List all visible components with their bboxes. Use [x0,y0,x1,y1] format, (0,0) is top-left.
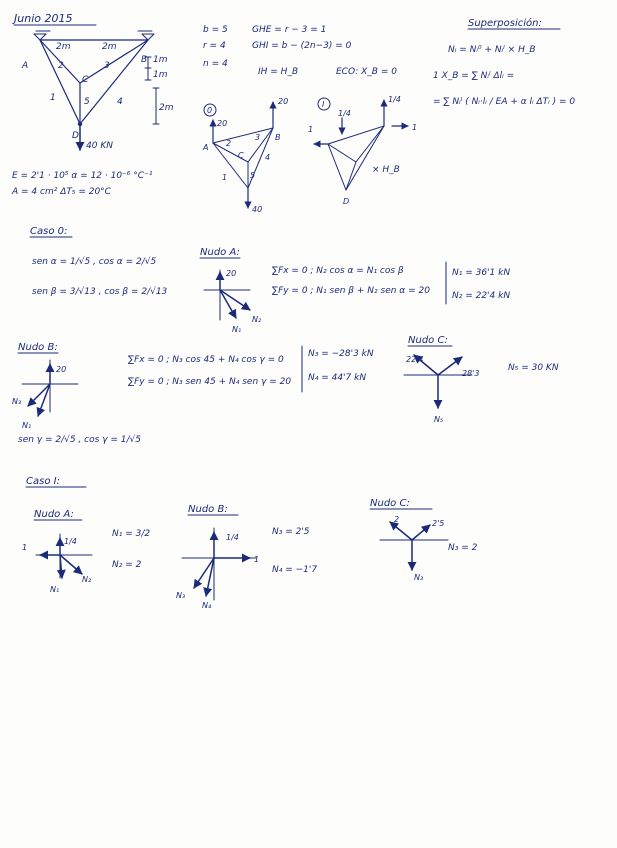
case-0-label: 0 [207,106,213,115]
bar-label-2: 2 [58,61,64,71]
caso-0-nudo-a-res2: N₂ = 22'4 kN [452,291,511,301]
case-i-diagram [314,98,408,190]
caso-0-nudo-c-n5: N₅ [434,415,444,424]
case-i-quarter-b: 1/4 [388,95,401,104]
caso-0-nudo-b-diagram [22,360,78,416]
ghe-equation: GHE = r − 3 = 1 [252,25,327,35]
caso-0-nudo-b-eq2: ∑Fy = 0 ; N₃ sen 45 + N₄ sen γ = 20 [128,377,292,387]
dim-vertical-2: 1m [153,70,168,80]
caso-0-nudo-b-load: 20 [56,365,67,374]
caso-i-nudo-a-title: Nudo A: [34,509,74,520]
caso-i-nudo-b-n4: N₄ [202,601,212,610]
caso-0-nudo-a-res1: N₁ = 36'1 kN [452,268,511,278]
count-n: n = 4 [203,59,228,69]
caso-0-title: Caso 0: [30,226,68,237]
caso-i-nudo-b-title: Nudo B: [188,504,228,515]
caso-i-nudo-a-quarter: 1/4 [64,537,77,546]
caso-0-nudo-c-left: 22'4 [406,355,424,364]
caso-i-nudo-b-res2: N₄ = −1'7 [272,565,318,575]
case-0-load-a: 20 [217,119,228,128]
caso-i-nudo-b-n3: N₃ [176,591,186,600]
caso-i-nudo-c-title: Nudo C: [370,498,410,509]
superposition-title: Superposición: [468,18,542,29]
trig-beta: sen β = 3/√13 , cos β = 2/√13 [32,287,168,297]
dim-vertical-1: 1m [153,55,168,65]
caso-0-nudo-b-res1: N₃ = −28'3 kN [308,349,374,359]
load-label: 40 KN [86,141,113,151]
caso-i-nudo-c-res: N₃ = 2 [448,543,478,553]
bar-label-1: 1 [50,93,56,103]
caso-i-nudo-a-res2: N₂ = 2 [112,560,142,570]
caso-0-nudo-c-title: Nudo C: [408,335,448,346]
caso-i-nudo-b-res1: N₃ = 2'5 [272,527,310,537]
material-e-alpha: E = 2'1 · 10⁵ α = 12 · 10⁻⁶ °C⁻¹ [12,171,153,181]
caso-0-nudo-b-n1: N₁ [22,421,32,430]
trig-gamma: sen γ = 2/√5 , cos γ = 1/√5 [18,435,141,445]
case-0-load-d: 40 [252,205,263,214]
trig-alpha: sen α = 1/√5 , cos α = 2/√5 [32,257,157,267]
caso-0-nudo-a-eq1: ∑Fx = 0 ; N₂ cos α = N₁ cos β [272,266,404,276]
caso-i-title: Caso I: [26,476,60,487]
dim-right: 2m [102,42,117,52]
caso-0-nudo-a-n2: N₂ [252,315,262,324]
caso-i-nudo-b-diagram [182,528,256,600]
node-label-d: D [72,131,79,141]
caso-i-nudo-c-right: 2'5 [432,519,445,528]
bar-label-5: 5 [84,97,90,107]
node-label-a: A [22,61,29,71]
count-r: r = 4 [203,41,226,51]
caso-0-nudo-a-load: 20 [226,269,237,278]
caso-0-nudo-a-eq2: ∑Fy = 0 ; N₁ sen β + N₂ sen α = 20 [272,286,430,296]
case-0-node-c: C [238,151,244,160]
case-i-times-hb: × H_B [372,165,400,175]
caso-i-nudo-c-left: 2 [394,515,400,524]
bar-label-4: 4 [117,97,123,107]
caso-0-nudo-b-eq1: ∑Fx = 0 ; N₃ cos 45 + N₄ cos γ = 0 [128,355,284,365]
ghi-equation: GHI = b − (2n−3) = 0 [252,41,352,51]
ih-equation: IH = H_B [258,67,299,77]
case-0-load-b: 20 [278,97,289,106]
material-a-dt: A = 4 cm² ΔT₅ = 20°C [12,187,111,197]
case-i-unit-a: 1 [308,125,314,134]
case-0-bar-4: 4 [265,153,271,162]
case-i-label: I [322,100,325,109]
case-i-quarter-a: 1/4 [338,109,351,118]
case-0-bar-5: 5 [250,171,256,180]
case-0-node-a: A [203,143,209,152]
caso-i-nudo-c-diagram [380,522,448,570]
caso-i-nudo-a-res1: N₁ = 3/2 [112,529,151,539]
dim-vertical-3: 2m [159,103,174,113]
caso-0-nudo-a-n1: N₁ [232,325,242,334]
caso-0-nudo-c-right: 28'3 [462,369,480,378]
caso-0-nudo-b-res2: N₄ = 44'7 kN [308,373,367,383]
case-0-bar-3: 3 [255,133,261,142]
case-0-node-b: B [275,133,281,142]
caso-0-nudo-b-title: Nudo B: [18,342,58,353]
superposition-eq-1: Nᵢ = Nᵢ⁰ + Nᵢᴵ × H_B [448,45,536,55]
caso-i-nudo-c-n3: N₃ [414,573,424,582]
case-0-bar-1: 1 [222,173,228,182]
caso-0-nudo-c-res: N₅ = 30 KN [508,363,559,373]
superposition-eq-3: = ∑ Nᵢᴵ ( Nᵢ·lᵢ / EA + α lᵢ ΔTᵢ ) = 0 [433,97,576,107]
page-title: Junio 2015 [14,12,73,25]
caso-i-nudo-a-n2: N₂ [82,575,92,584]
eco-equation: ECO: X_B = 0 [336,67,397,77]
caso-0-nudo-a-title: Nudo A: [200,247,240,258]
node-label-c: C [82,75,89,85]
superposition-eq-2: 1 X_B = ∑ Nᵢᴵ Δlᵢ = [433,71,515,81]
case-0-bar-2: 2 [226,139,232,148]
case-i-node-d: D [343,197,350,206]
caso-i-nudo-b-quarter: 1/4 [226,533,239,542]
caso-0-nudo-b-n3: N₃ [12,397,22,406]
caso-i-nudo-a-n1: N₁ [50,585,60,594]
truss-diagram [34,31,159,150]
dim-left: 2m [56,42,71,52]
caso-i-nudo-b-unit: 1 [254,555,260,564]
count-b: b = 5 [203,25,228,35]
node-label-b: B [141,55,148,65]
bar-label-3: 3 [104,61,110,71]
case-i-unit-b: 1 [412,123,418,132]
caso-i-nudo-a-unit: 1 [22,543,28,552]
